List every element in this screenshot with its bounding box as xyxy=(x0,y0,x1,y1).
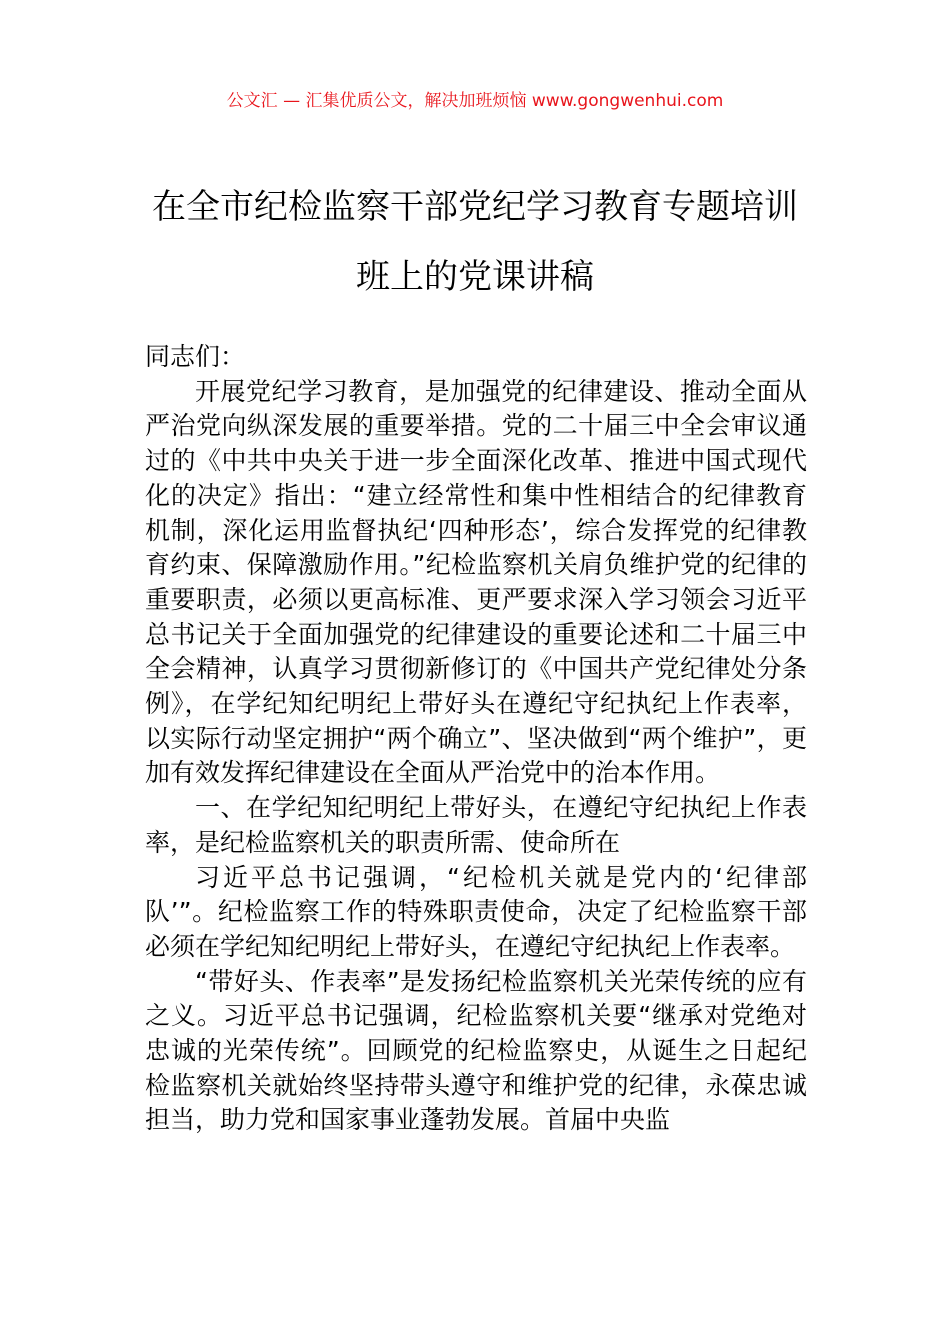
header-banner: 公文汇 — 汇集优质公文，解决加班烦恼 www.gongwenhui.com xyxy=(226,91,724,111)
paragraph-intro: 开展党纪学习教育，是加强党的纪律建设、推动全面从严治党向纵深发展的重要举措。党的二十届三中全会审议通过的《中共中央关于进一步全面深化改革、推进中国式现代化的决定》指出：“建立经常性和集中性相结合的纪律教育机制，深化运用监督执纪‘四种形态’，综合发挥党的纪律教育约束、保障激励作用。”纪检监察机关肩负维护党的纪律的重要职责，必须以更高标准、更严要求深入学习领会习近平总书记关于全面加强党的纪律建设的重要论述和二十届三中全会精神，认真学习贯彻新修订的《中国共产党纪律处分条例》，在学纪知纪明纪上带好头在遵纪守纪执纪上作表率，以实际行动坚定拥护“两个确立”、坚决做到“两个维护”，更加有效发挥纪律建设在全面从严治党中的治本作用。 xyxy=(145,376,807,788)
document-body xyxy=(145,340,807,1138)
paragraph-2: 习近平总书记强调，“纪检机关就是党内的‘纪律部队’”。纪检监察工作的特殊职责使命，决定了纪检监察干部必须在学纪知纪明纪上带好头，在遵纪守纪执纪上作表率。 xyxy=(145,862,807,961)
paragraph-3: “带好头、作表率”是发扬纪检监察机关光荣传统的应有之义。习近平总书记强调，纪检监察机关要“继承对党绝对忠诚的光荣传统”。回顾党的纪检监察史，从诞生之日起纪检监察机关就始终坚持带头遵守和维护党的纪律，永葆忠诚担当，助力党和国家事业蓬勃发展。首届中央监 xyxy=(145,966,807,1135)
document-title: 在全市纪检监察干部党纪学习教育专题培训班上的党课讲稿 xyxy=(152,187,798,297)
salutation: 同志们： xyxy=(145,342,246,371)
section-heading-1: 一、在学纪知纪明纪上带好头，在遵纪守纪执纪上作表率，是纪检监察机关的职责所需、使命所在 xyxy=(145,793,807,857)
